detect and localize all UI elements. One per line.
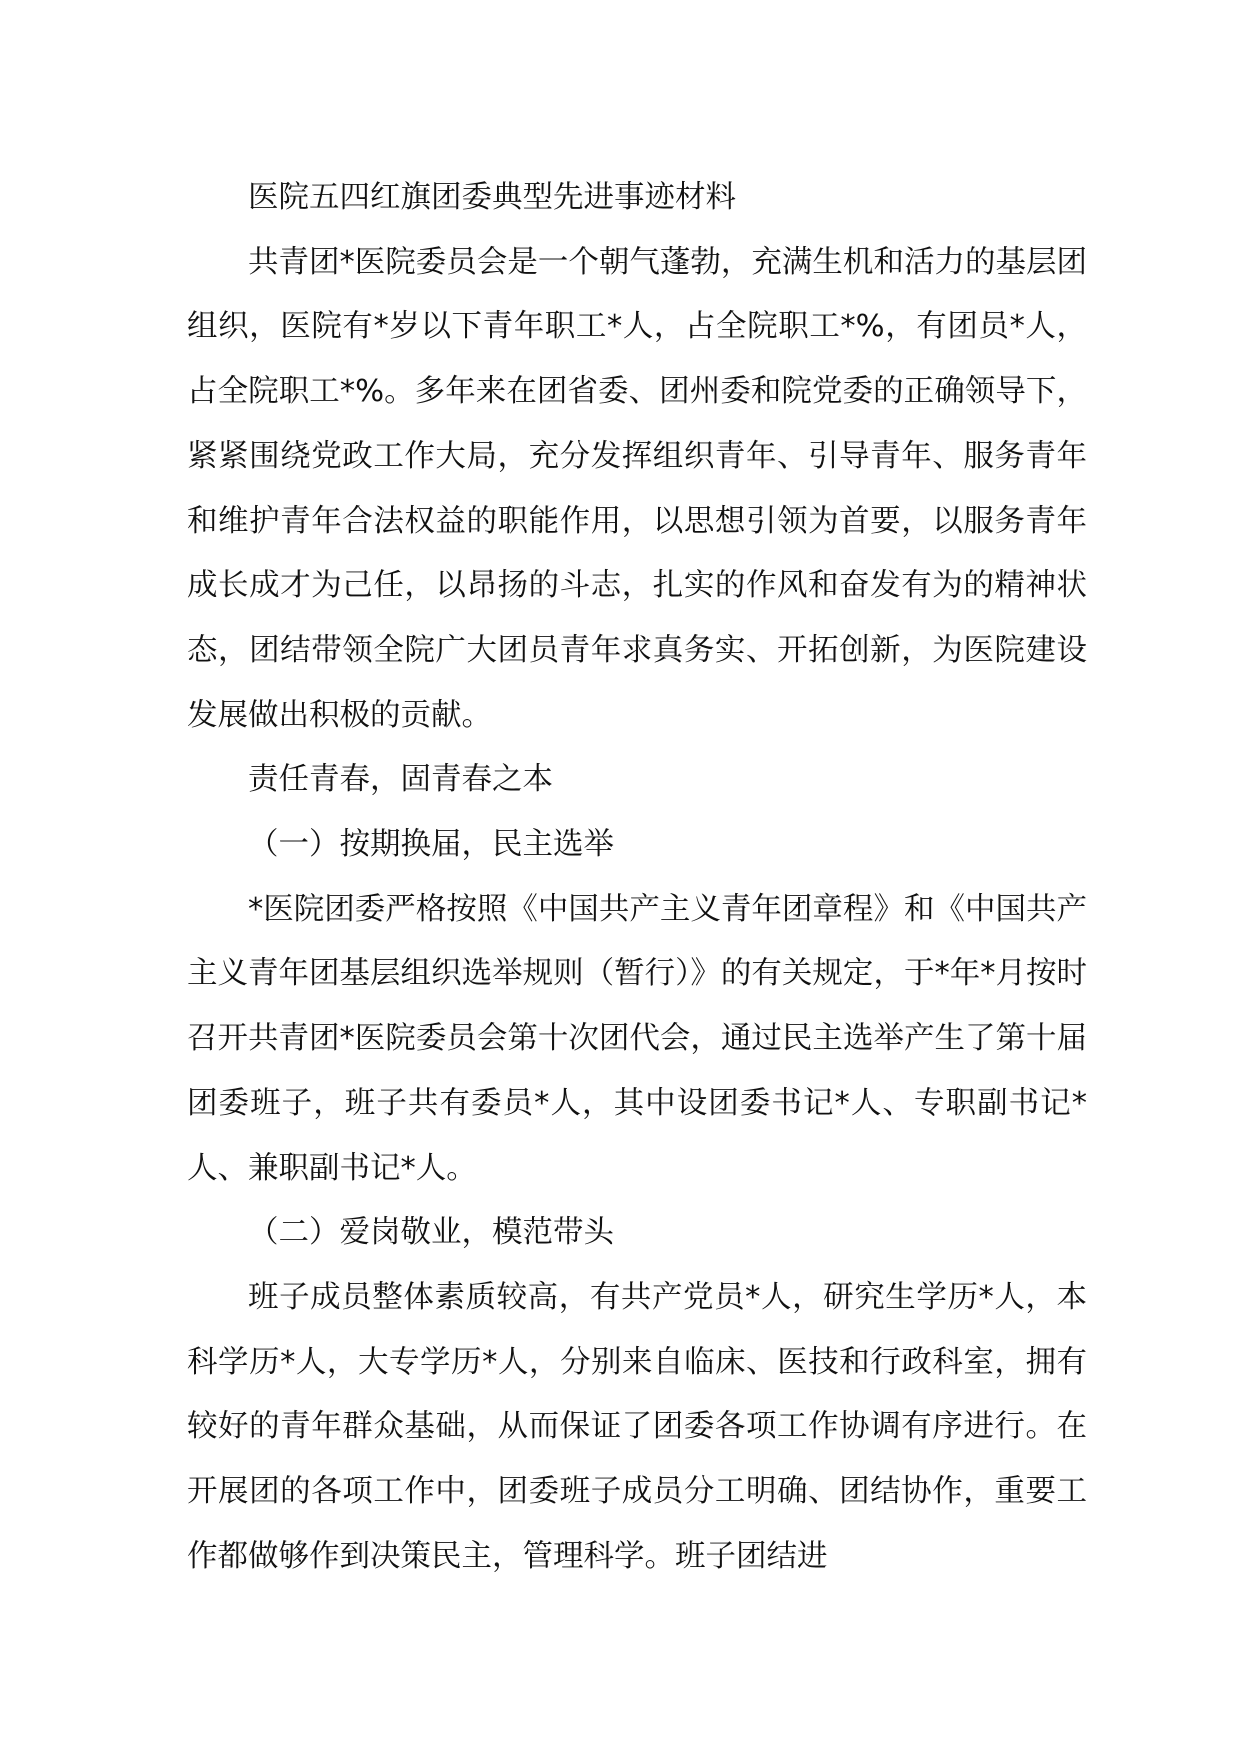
section-heading: 责任青春，固青春之本	[248, 762, 553, 798]
paragraph-intro: 共青团*医院委员会是一个朝气蓬勃，充满生机和活力的基层团组织，医院有*岁以下青年职工*人，占全院职工*%，有团员*人，占全院职工*%。多年来在团省委、团州委和院党委的正确领导下，紧紧围绕党政工作大局，充分发挥组织青年、引导青年、服务青年和维护青年合法权益的职能作用，以思想引领为首要，以服务青年成长成才为己任，以昂扬的斗志，扎实的作风和奋发有为的精神状态，团结带领全院广大团员青年求真务实、开拓创新，为医院建设发展做出积极的贡献。	[187, 244, 1087, 733]
subsection-heading-1: （一）按期换届，民主选举	[248, 827, 614, 863]
paragraph-election: *医院团委严格按照《中国共产主义青年团章程》和《中国共产主义青年团基层组织选举规则（暂行）》的有关规定，于*年*月按时召开共青团*医院委员会第十次团代会，通过民主选举产生了第十届团委班子，班子共有委员*人，其中设团委书记*人、专职副书记*人、兼职副书记*人。	[187, 891, 1087, 1186]
document-title: 医院五四红旗团委典型先进事迹材料	[248, 180, 736, 215]
subsection-heading-2: （二）爱岗敬业，模范带头	[248, 1215, 614, 1251]
paragraph-members: 班子成员整体素质较高，有共产党员*人，研究生学历*人，本科学历*人，大专学历*人，分别来自临床、医技和行政科室，拥有较好的青年群众基础，从而保证了团委各项工作协调有序进行。在开展团的各项工作中，团委班子成员分工明确、团结协作，重要工作都做够作到决策民主，管理科学。班子团结进	[187, 1279, 1087, 1574]
document-body	[187, 166, 1087, 1589]
